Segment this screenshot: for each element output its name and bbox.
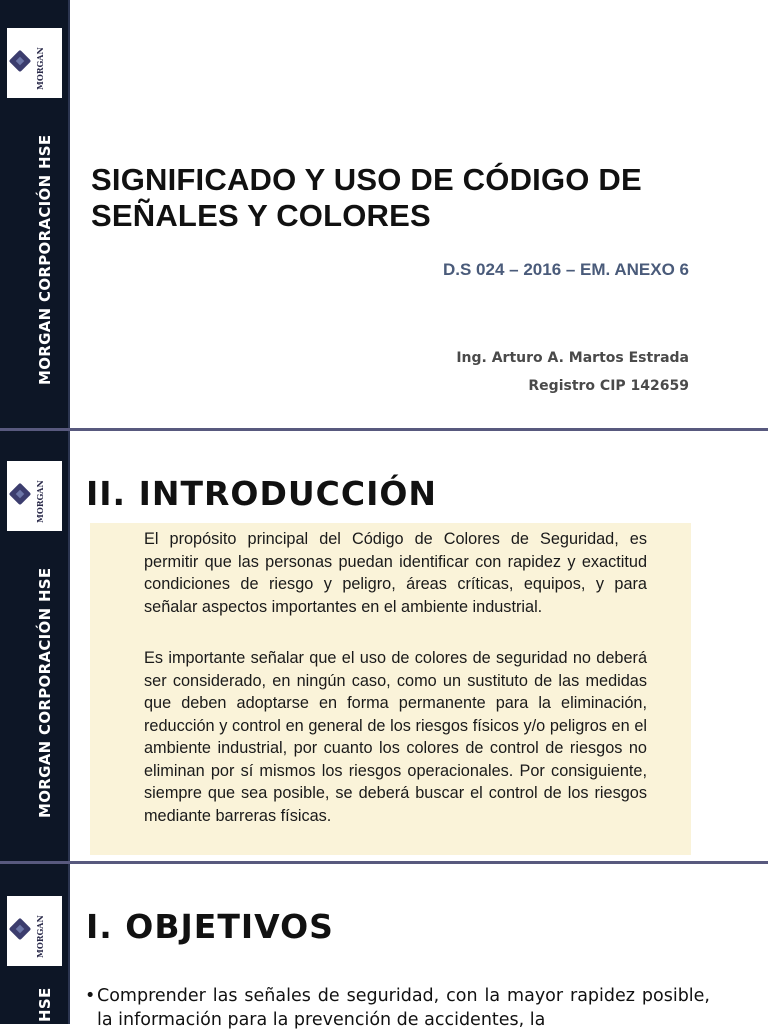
brand-sidebar — [0, 864, 70, 1024]
intro-paragraph-1: El propósito principal del Código de Colores de Seguridad, es permitir que las personas puedan identificar con rapidez y exactitud condiciones de riesgo y peligro, áreas críticas, equipos, y para señalar aspectos importantes en el ambiente industrial. — [144, 530, 647, 616]
author-name: Ing. Arturo A. Martos Estrada — [456, 350, 689, 366]
slide-title-text — [91, 162, 711, 234]
diamond-icon — [9, 50, 32, 73]
introduction-text-box — [90, 523, 691, 855]
title-line-2: SEÑALES Y COLORES — [91, 198, 431, 233]
author-block — [456, 344, 689, 400]
diamond-icon — [9, 483, 32, 506]
section-heading-objetivos: I. OBJETIVOS — [86, 907, 334, 946]
author-registration: Registro CIP 142659 — [528, 378, 689, 394]
section-heading-introduccion: II. INTRODUCCIÓN — [86, 474, 438, 513]
brand-sidebar — [0, 0, 70, 428]
logo-text: MORGAN — [35, 47, 45, 90]
intro-paragraph-2: Es importante señalar que el uso de colores de seguridad no deberá ser considerado, en ningún caso, como un sustituto de las medidas que deben adoptarse en forma permanente para la eliminación, reducción y control en general de los riesgos físicos y/o peligros en el ambiente industrial, por cuanto los colores de control de riesgos no eliminan por sí mismos los riesgos operacionales. Por consiguiente, siempre que sea posible, se deberá buscar el control de los riesgos mediante barreras físicas. — [144, 649, 647, 825]
diamond-icon — [9, 918, 32, 941]
company-logo — [7, 461, 62, 531]
sidebar-label: MORGAN CORPORACIÓN HSE — [36, 567, 54, 818]
sidebar-label: HSE — [36, 987, 54, 1022]
brand-sidebar — [0, 431, 70, 861]
logo-text: MORGAN — [35, 915, 45, 958]
company-logo — [7, 896, 62, 966]
slide-title — [0, 0, 768, 428]
title-line-1: SIGNIFICADO Y USO DE CÓDIGO DE — [91, 162, 642, 197]
sidebar-label: MORGAN CORPORACIÓN HSE — [36, 134, 54, 385]
logo-text: MORGAN — [35, 480, 45, 523]
objective-text: Comprender las señales de seguridad, con la mayor rapidez posible, la información para la prevención de accidentes, la — [97, 986, 710, 1030]
company-logo — [7, 28, 62, 98]
objective-bullet — [85, 984, 710, 1032]
slide-subtitle: D.S 024 – 2016 – EM. ANEXO 6 — [443, 260, 689, 279]
bullet-icon: • — [85, 986, 96, 1006]
